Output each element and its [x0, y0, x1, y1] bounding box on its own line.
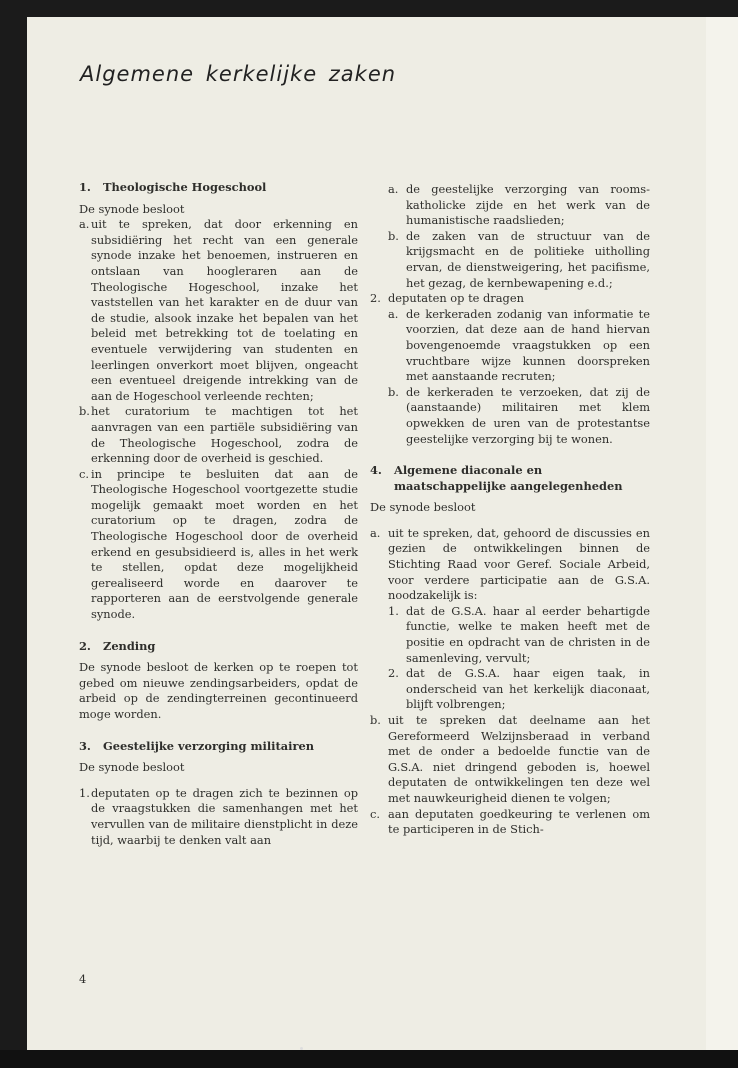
list-item: c. in principe te besluiten dat aan de Theologische Hogeschool voortgezette studie mogelijk gemaakt moet worden en het curatorium op te dragen, zodra de Theologische Hogeschool door de overheid erkend en gesubsidieerd is, alles in het werk te stellen, opdat deze mogelijkheid gerealiseerd worde en daarover te rapporteren aan de eerstvolgende generale synode.: [79, 466, 358, 622]
right-column: [370, 182, 650, 838]
section-heading: [79, 180, 358, 196]
list-item: b. uit te spreken dat deelname aan het Gereformeerd Welzijnsberaad in verband met de onder a bedoelde functie van de G.S.A. niet dringend geboden is, hoewel deputaten de ontwikkelingen ten deze wel met nauwkeurigheid dienen te volgen;: [370, 713, 650, 805]
section-intro: De synode besloot: [370, 500, 476, 515]
section-text: De synode besloot de kerken op te roepen tot gebed om nieuwe zendingsarbeiders, opdat de arbeid op de zendingterreinen gecontinueerd moge worden.: [79, 660, 358, 721]
section-number: 4.: [370, 463, 382, 478]
section-intro: De synode besloot: [79, 760, 185, 775]
list-item: 2. deputaten op te dragen: [370, 291, 524, 306]
scan-border: [0, 1050, 738, 1068]
section-number: 2.: [79, 638, 91, 653]
list-item: b. de zaken van de structuur van de krijgsmacht en de politieke uitholling ervan, de dienstweigering, het pacifisme, het gezag, de kernbewapening e.d.;: [388, 228, 650, 290]
section-title: Zending: [103, 638, 156, 653]
section-title: Algemene diaconale en maatschappelijke aangelegenheden: [394, 463, 623, 493]
list-item: a. de kerkeraden zodanig van informatie te voorzien, dat deze aan de hand hiervan bovengenoemde vraagstukken op een vruchtbare wijze kunnen doorspreken met aanstaande recruten;: [388, 306, 650, 384]
list-item: c. aan deputaten goedkeuring te verlenen om te participeren in de Stich-: [370, 806, 650, 837]
page-title: Algemene kerkelijke zaken: [80, 62, 397, 86]
list-item: b. het curatorium te machtigen tot het aanvragen van een partiële subsidiëring van de Theologische Hogeschool, zodra de erkenning door de overheid is geschied.: [79, 404, 358, 466]
list-item: b. de kerkeraden te verzoeken, dat zij de (aanstaande) militairen met klem opwekken de uren van de protestantse geestelijke verzorging bij te wonen.: [388, 384, 650, 446]
list-item: a. uit te spreken, dat, gehoord de discussies en gezien de ontwikkelingen binnen de Stichting Raad voor Geref. Sociale Arbeid, voor verdere participatie aan de G.S.A. noodzakelijk is:: [370, 525, 650, 603]
list-item: 1. dat de G.S.A. haar al eerder behartigde functie, welke te maken heeft met de positie en opdracht van de christen in de samenleving, vervult;: [388, 603, 650, 665]
scan-speck: [300, 1047, 303, 1050]
page-edge: [706, 17, 738, 1050]
section-number: 3.: [79, 738, 91, 753]
section-intro: De synode besloot: [79, 201, 185, 216]
section-title: Geestelijke verzorging militairen: [103, 738, 314, 753]
section-heading: [370, 463, 650, 494]
list-item: a. de geestelijke verzorging van rooms-katholicke zijde en het werk van de humanistische raadslieden;: [388, 182, 650, 228]
page-number: 4: [79, 972, 87, 986]
left-column: [79, 180, 358, 848]
section-heading: [79, 639, 358, 655]
section-heading: [79, 739, 358, 755]
list-item: 2. dat de G.S.A. haar eigen taak, in onderscheid van het kerkelijk diaconaat, blijft volbrengen;: [388, 666, 650, 712]
list-item: a. uit te spreken, dat door erkenning en subsidiëring het recht van een generale synode inzake het benoemen, instrueren en ontslaan van hoogleraren aan de Theologische Hogeschool, inzake het vaststellen van het karakter en de duur van de studie, alsook inzake het bepalen van het beleid met betrekking tot de toelating en eventuele verwijdering van studenten en leerlingen onverkort moet blijven, ongeacht een eventueel dreigende intrekking van de aan de Hogeschool verleende rechten;: [79, 217, 358, 403]
section-number: 1.: [79, 180, 91, 194]
section-title: Theologische Hogeschool: [103, 180, 267, 194]
list-item: 1. deputaten op te dragen zich te bezinnen op de vraagstukken die samenhangen met het vervullen van de militaire dienstplicht in deze tijd, waarbij te denken valt aan: [79, 785, 358, 847]
